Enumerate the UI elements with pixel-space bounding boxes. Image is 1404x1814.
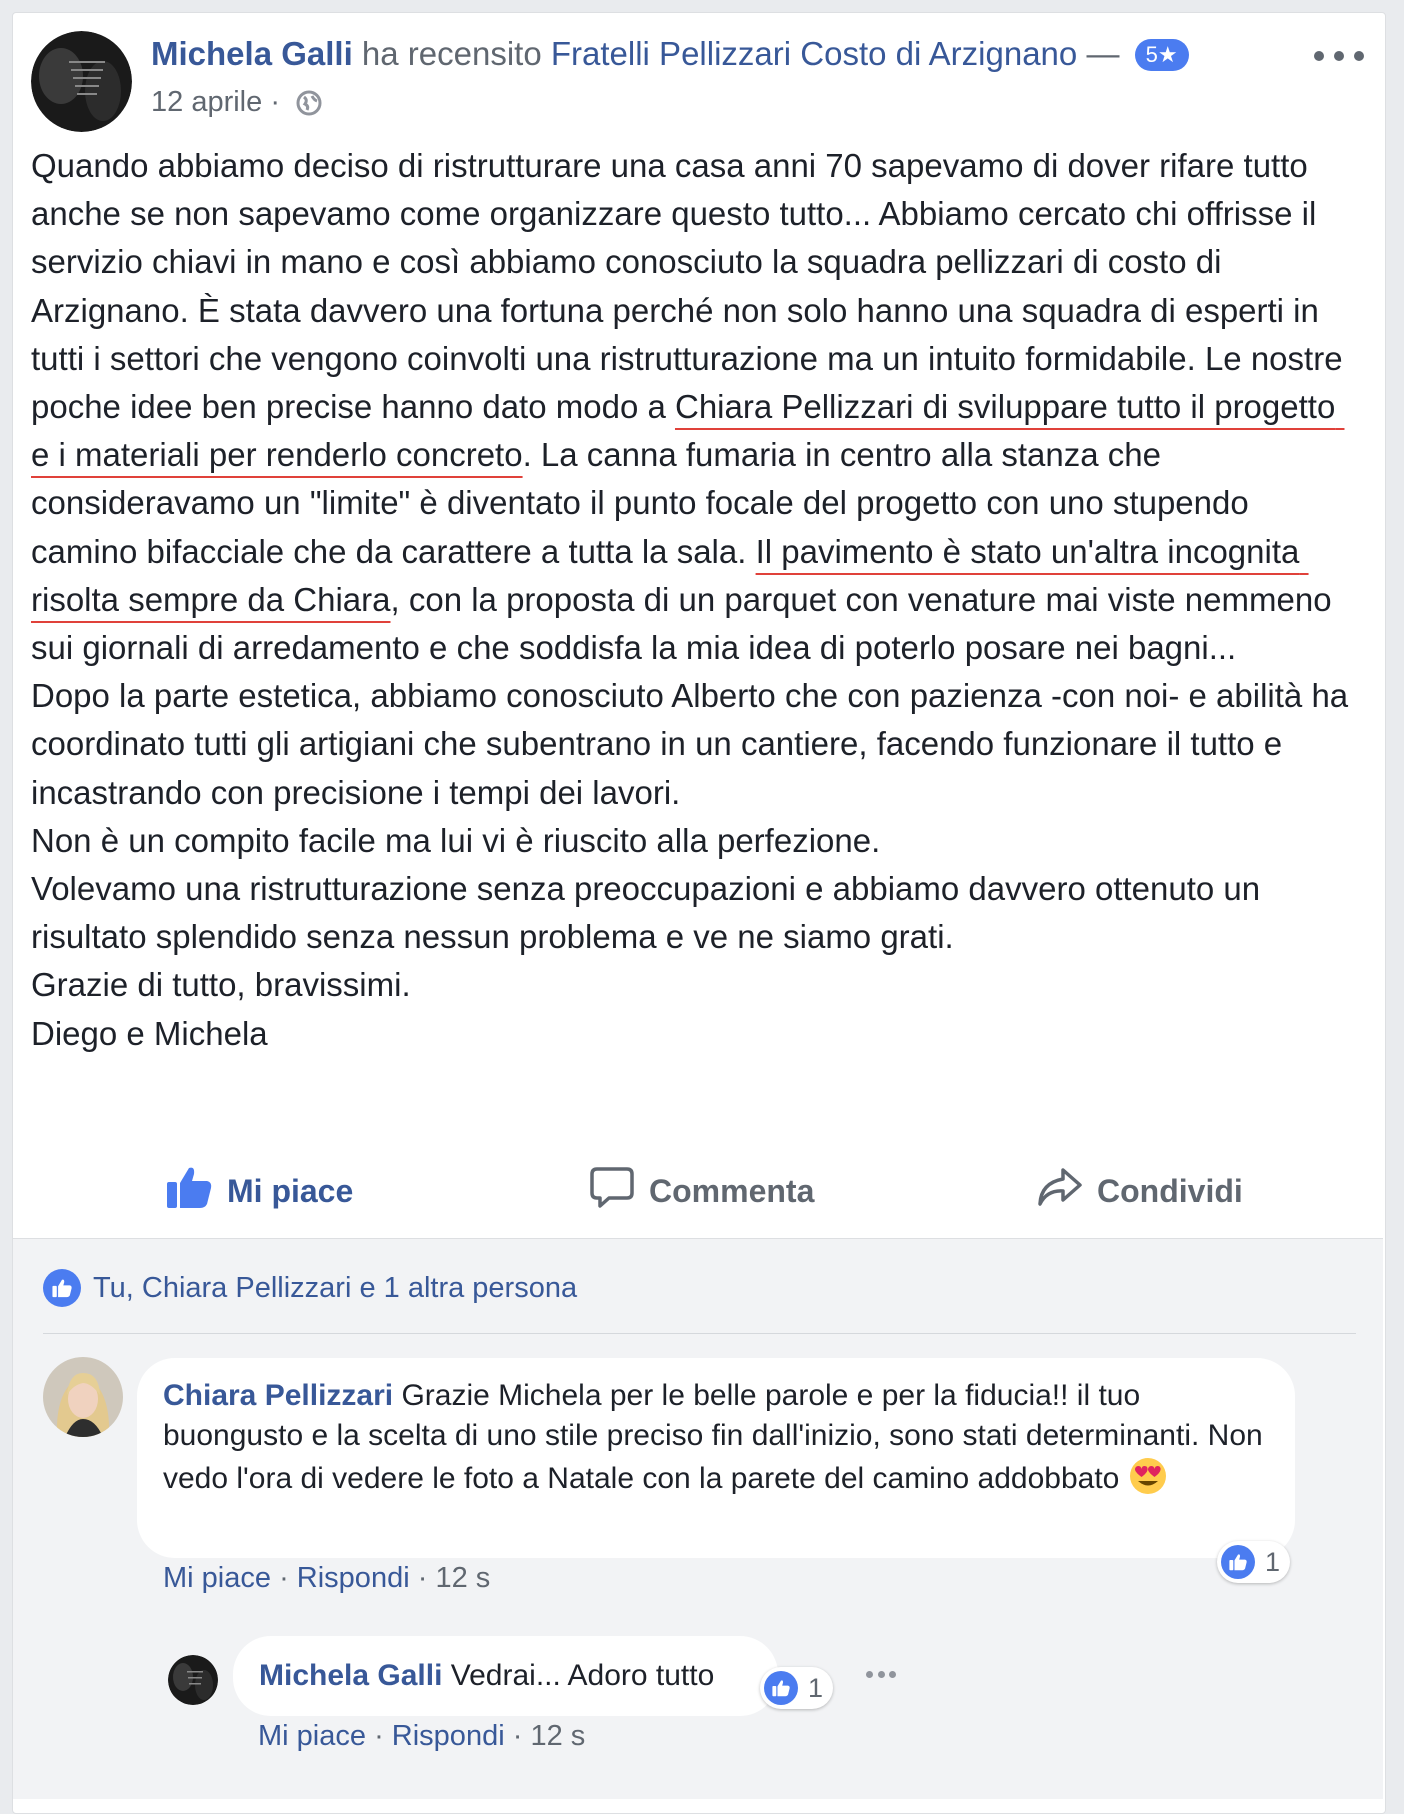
reaction-count-text: 1: [808, 1672, 824, 1703]
comment-text: Grazie Michela per le belle parole e per la fiducia!! il tuo buongusto e la scelta di uno stile preciso fin dall'inizio, sono stati determinanti. Non vedo l'ora di vedere le foto a Natale con la parete del camino addobbato: [163, 1379, 1263, 1495]
like-reaction-icon: [1221, 1545, 1255, 1579]
reply-like-link[interactable]: Mi piace: [258, 1720, 366, 1752]
post-paragraph: Non è un compito facile ma lui vi è riuscito alla perfezione.: [31, 821, 881, 859]
reactions-summary[interactable]: [43, 1268, 577, 1308]
comment-label: Commenta: [649, 1172, 815, 1209]
comment-reaction-count[interactable]: [1217, 1541, 1290, 1583]
post-date[interactable]: 12 aprile: [151, 86, 263, 118]
paragraph-text: Quando abbiamo deciso di ristrutturare una casa anni 70 sapevamo di dover rifare tutto anche se non sapevamo come organizzare questo tutto... Abbiamo cercato chi offrisse il servizio chiavi in mano e così abbiamo conosciuto la squadra pellizzari di costo di Arzignano. È stata davvero una fortuna perché non solo hanno una squadra di esperti in tutti i settori che vengono coinvolti una ristrutturazione ma un intuito formidabile. Le nostre poche idee ben precise hanno dato modo a: [31, 147, 1352, 426]
post-paragraph: Grazie di tutto, bravissimi.: [31, 966, 411, 1004]
header-dash: —: [1086, 35, 1120, 72]
speech-bubble-icon: [589, 1165, 649, 1217]
underlined-phrase: Il pavimento è stato un'altra incognita risolta sempre da Chiara: [31, 532, 1309, 618]
post-header: [151, 34, 1189, 74]
globe-icon[interactable]: [296, 89, 322, 125]
reaction-count-text: 1: [1265, 1546, 1281, 1577]
reply-actions: [258, 1720, 585, 1753]
comment-author[interactable]: Chiara Pellizzari: [163, 1379, 394, 1412]
like-label: Mi piace: [227, 1172, 354, 1209]
share-button[interactable]: [1037, 1154, 1243, 1228]
share-label: Condividi: [1097, 1172, 1243, 1209]
reply-time[interactable]: 12 s: [530, 1720, 586, 1752]
reply-reply-link[interactable]: Rispondi: [391, 1720, 505, 1752]
comment-content: [163, 1376, 1273, 1507]
comment-like-link[interactable]: Mi piace: [163, 1562, 271, 1594]
comment-time[interactable]: 12 s: [435, 1562, 491, 1594]
post-paragraph: Volevamo una ristrutturazione senza preoccupazioni e abbiamo davvero ottenuto un risultato splendido senza nessun problema e ve ne siamo grati.: [31, 870, 1270, 956]
reply-more-options-icon[interactable]: [866, 1671, 896, 1679]
rating-badge: 5★: [1135, 39, 1189, 71]
reply-bubble: [233, 1636, 778, 1716]
post-body: [31, 142, 1361, 1058]
like-reaction-icon: [764, 1671, 798, 1705]
heart-eyes-emoji-icon: [1128, 1456, 1168, 1507]
author-name[interactable]: Michela Galli: [151, 35, 353, 72]
post-action-bar: [12, 1154, 1384, 1228]
thumbs-up-icon: [165, 1164, 227, 1218]
separator: ·: [417, 1562, 428, 1594]
separator: ·: [279, 1562, 289, 1594]
comment-reply-link[interactable]: Rispondi: [296, 1562, 410, 1594]
more-options-icon[interactable]: [1314, 44, 1364, 68]
underlined-phrase: Chiara Pellizzari di sviluppare tutto il progetto e i materiali per renderlo concreto: [31, 388, 1345, 474]
post-meta: [151, 84, 322, 125]
page-name-link[interactable]: Fratelli Pellizzari Costo di Arzignano: [550, 35, 1078, 72]
reply-text: Vedrai... Adoro tutto: [450, 1659, 715, 1692]
like-reaction-icon: [43, 1269, 81, 1307]
comment-button[interactable]: [589, 1154, 814, 1228]
commenter-avatar[interactable]: [43, 1357, 123, 1437]
comment-actions: [163, 1562, 490, 1595]
reply-content: [259, 1656, 714, 1696]
paragraph-text: . La canna fumaria in centro alla stanza che consideravamo un "limite" è diventato il punto focale del progetto con uno stupendo camino bifacciale che da carattere a tutta la sala.: [31, 436, 1258, 570]
author-avatar[interactable]: [31, 31, 132, 132]
share-arrow-icon: [1037, 1167, 1097, 1215]
separator: ·: [374, 1720, 384, 1752]
post-paragraph: Dopo la parte estetica, abbiamo conosciuto Alberto che con pazienza -con noi- e abilità ha coordinato tutti gli artigiani che subentrano in un cantiere, facendo funzionare il tutto e incastrando con precisione i tempi dei lavori.: [31, 677, 1358, 811]
reply-author-avatar[interactable]: [168, 1655, 218, 1705]
reactions-summary-text: Tu, Chiara Pellizzari e 1 altra persona: [93, 1271, 578, 1304]
like-button[interactable]: [165, 1154, 353, 1228]
comment-bubble: [137, 1358, 1295, 1558]
separator: ·: [512, 1720, 523, 1752]
review-action-text: ha recensito: [361, 35, 542, 72]
reply-reaction-count[interactable]: [760, 1667, 833, 1709]
reply-author[interactable]: Michela Galli: [259, 1659, 443, 1692]
post-paragraph: [31, 142, 1361, 672]
post-paragraph: Diego e Michela: [31, 1014, 268, 1052]
paragraph-text: , con la proposta di un parquet con venature mai viste nemmeno sui giornali di arredamento e che soddisfa la mia idea di poterlo posare nei bagni...: [31, 580, 1341, 667]
meta-separator: ·: [270, 86, 280, 118]
divider: [43, 1333, 1356, 1334]
